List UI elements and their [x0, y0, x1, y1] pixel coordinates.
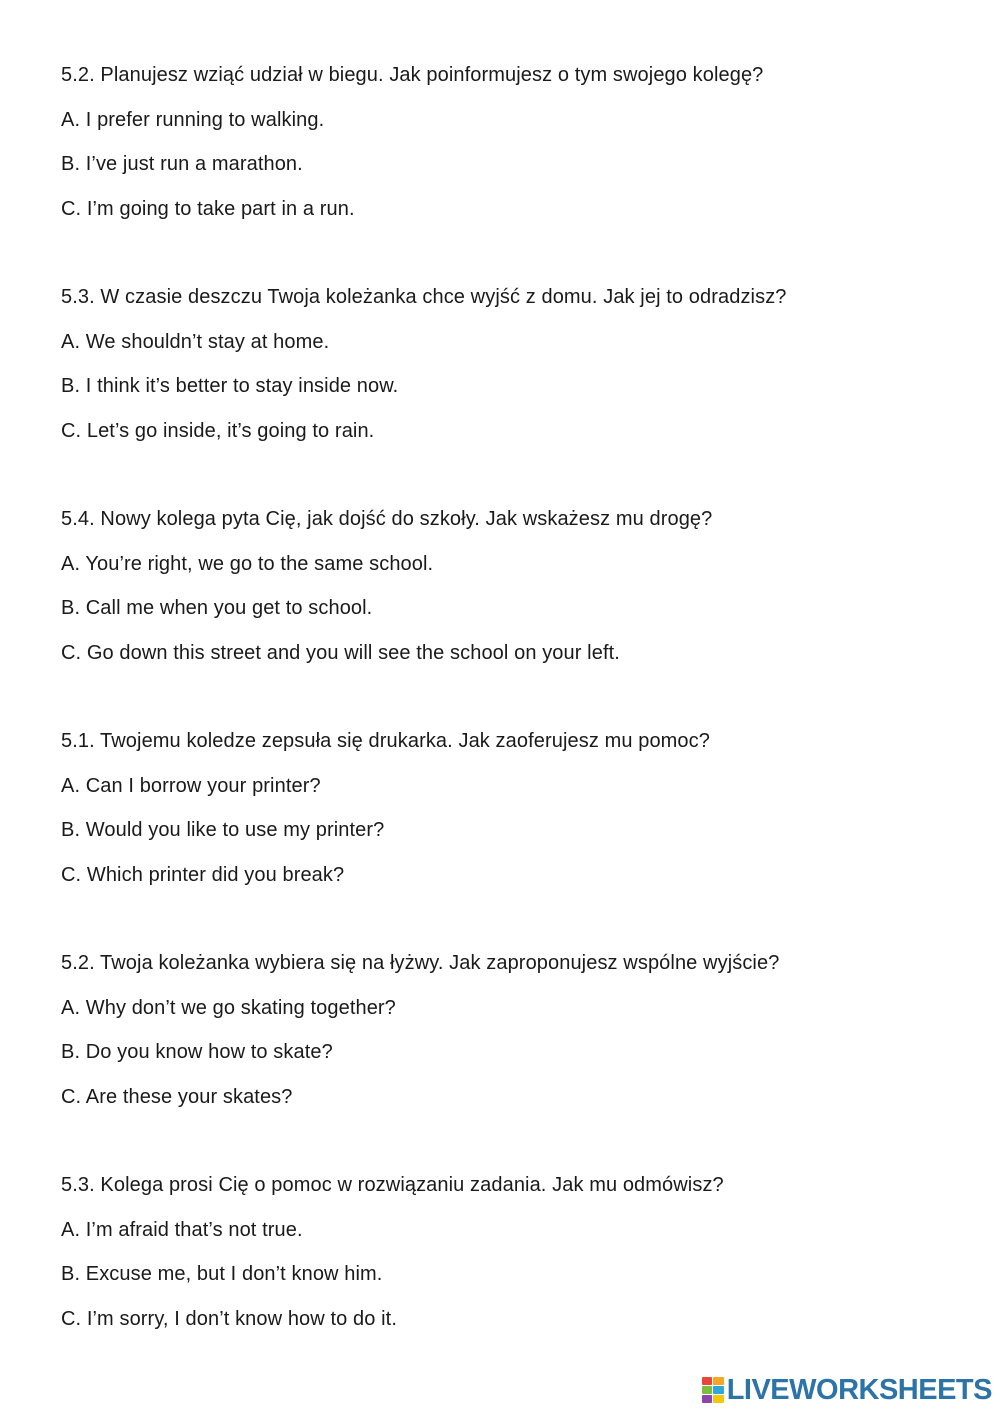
- question-block: [61, 951, 961, 1129]
- question-block: [61, 507, 961, 685]
- answer-option-b[interactable]: B. Would you like to use my printer?: [61, 819, 385, 841]
- question-prompt: 5.3. W czasie deszczu Twoja koleżanka chce wyjść z domu. Jak jej to odradzisz?: [61, 286, 787, 308]
- answer-option-a[interactable]: A. Why don’t we go skating together?: [61, 996, 396, 1019]
- answer-option-a[interactable]: A. I prefer running to walking.: [61, 108, 325, 131]
- question-prompt: 5.2. Planujesz wziąć udział w biegu. Jak poinformujesz o tym swojego kolegę?: [61, 64, 764, 86]
- question-block: [61, 1173, 961, 1351]
- liveworksheets-logo-icon: [702, 1377, 724, 1403]
- answer-option-a[interactable]: A. Can I borrow your printer?: [61, 774, 321, 797]
- answer-option-c[interactable]: C. Go down this street and you will see the school on your left.: [61, 641, 620, 664]
- question-prompt: 5.2. Twoja koleżanka wybiera się na łyżwy. Jak zaproponujesz wspólne wyjście?: [61, 952, 780, 974]
- answer-option-c[interactable]: C. Which printer did you break?: [61, 863, 345, 886]
- question-block: [61, 63, 961, 241]
- brand-wordmark: LIVEWORKSHEETS: [726, 1374, 992, 1406]
- answer-option-a[interactable]: A. We shouldn’t stay at home.: [61, 330, 330, 353]
- answer-option-c[interactable]: C. Are these your skates?: [61, 1085, 293, 1108]
- question-block: [61, 729, 961, 907]
- answer-option-c[interactable]: C. I’m sorry, I don’t know how to do it.: [61, 1307, 397, 1330]
- answer-option-b[interactable]: B. Do you know how to skate?: [61, 1041, 333, 1063]
- answer-option-c[interactable]: C. Let’s go inside, it’s going to rain.: [61, 419, 375, 442]
- question-prompt: 5.1. Twojemu koledze zepsuła się drukarka. Jak zaoferujesz mu pomoc?: [61, 730, 710, 752]
- liveworksheets-brand: [702, 1373, 992, 1407]
- answer-option-c[interactable]: C. I’m going to take part in a run.: [61, 197, 355, 220]
- answer-option-b[interactable]: B. Excuse me, but I don’t know him.: [61, 1263, 383, 1285]
- answer-option-b[interactable]: B. I’ve just run a marathon.: [61, 153, 303, 175]
- answer-option-b[interactable]: B. I think it’s better to stay inside now.: [61, 375, 399, 397]
- answer-option-b[interactable]: B. Call me when you get to school.: [61, 597, 373, 619]
- question-prompt: 5.3. Kolega prosi Cię o pomoc w rozwiązaniu zadania. Jak mu odmówisz?: [61, 1174, 724, 1196]
- question-block: [61, 285, 961, 463]
- answer-option-a[interactable]: A. You’re right, we go to the same school.: [61, 552, 434, 575]
- answer-option-a[interactable]: A. I’m afraid that’s not true.: [61, 1218, 303, 1241]
- question-prompt: 5.4. Nowy kolega pyta Cię, jak dojść do szkoły. Jak wskażesz mu drogę?: [61, 508, 713, 530]
